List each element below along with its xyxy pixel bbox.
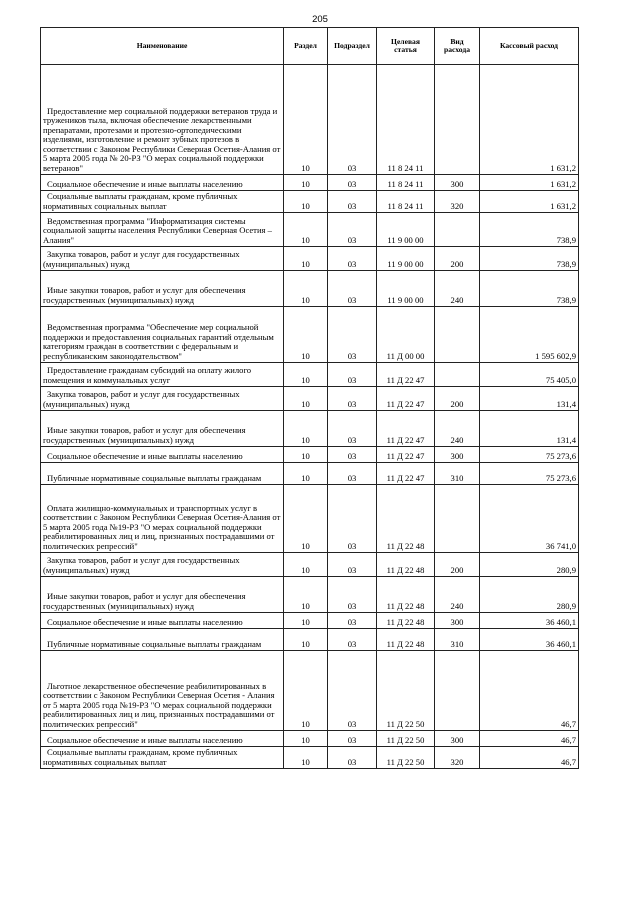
cell-section: 10 bbox=[284, 247, 328, 271]
cell-target: 11 9 00 00 bbox=[377, 271, 435, 307]
cell-subsection: 03 bbox=[328, 307, 377, 363]
cell-name: Иные закупки товаров, работ и услуг для обеспечения государственных (муниципальных) нужд bbox=[41, 411, 284, 447]
cell-target: 11 8 24 11 bbox=[377, 175, 435, 191]
cell-section: 10 bbox=[284, 463, 328, 485]
cell-target: 11 Д 22 47 bbox=[377, 447, 435, 463]
cell-section: 10 bbox=[284, 747, 328, 769]
cell-subsection: 03 bbox=[328, 175, 377, 191]
header-target: Целевая статья bbox=[377, 28, 435, 65]
cell-amount: 738,9 bbox=[480, 213, 579, 247]
cell-target: 11 Д 22 47 bbox=[377, 363, 435, 387]
cell-name: Публичные нормативные социальные выплаты гражданам bbox=[41, 629, 284, 651]
cell-subsection: 03 bbox=[328, 411, 377, 447]
table-row bbox=[41, 485, 579, 553]
cell-section: 10 bbox=[284, 213, 328, 247]
cell-type: 200 bbox=[435, 553, 480, 577]
cell-name: Предоставление гражданам субсидий на оплату жилого помещения и коммунальных услуг bbox=[41, 363, 284, 387]
header-amount: Кассовый расход bbox=[480, 28, 579, 65]
cell-target: 11 8 24 11 bbox=[377, 65, 435, 175]
cell-type: 300 bbox=[435, 447, 480, 463]
cell-type: 320 bbox=[435, 191, 480, 213]
cell-type bbox=[435, 307, 480, 363]
cell-target: 11 Д 00 00 bbox=[377, 307, 435, 363]
cell-section: 10 bbox=[284, 553, 328, 577]
cell-amount: 280,9 bbox=[480, 553, 579, 577]
cell-name: Социальное обеспечение и иные выплаты населению bbox=[41, 447, 284, 463]
cell-subsection: 03 bbox=[328, 731, 377, 747]
cell-subsection: 03 bbox=[328, 613, 377, 629]
cell-target: 11 Д 22 50 bbox=[377, 651, 435, 731]
table-row bbox=[41, 629, 579, 651]
cell-target: 11 Д 22 48 bbox=[377, 553, 435, 577]
cell-target: 11 Д 22 48 bbox=[377, 629, 435, 651]
cell-section: 10 bbox=[284, 65, 328, 175]
page-number: 205 bbox=[312, 14, 328, 25]
cell-section: 10 bbox=[284, 411, 328, 447]
table-row bbox=[41, 191, 579, 213]
cell-amount: 1 595 602,9 bbox=[480, 307, 579, 363]
table-row bbox=[41, 651, 579, 731]
cell-subsection: 03 bbox=[328, 447, 377, 463]
cell-subsection: 03 bbox=[328, 271, 377, 307]
cell-section: 10 bbox=[284, 485, 328, 553]
cell-amount: 738,9 bbox=[480, 247, 579, 271]
cell-name: Социальное обеспечение и иные выплаты населению bbox=[41, 731, 284, 747]
table-row bbox=[41, 387, 579, 411]
table-row bbox=[41, 411, 579, 447]
header-type: Вид расхода bbox=[435, 28, 480, 65]
cell-amount: 36 460,1 bbox=[480, 613, 579, 629]
table-row bbox=[41, 65, 579, 175]
cell-type bbox=[435, 65, 480, 175]
cell-section: 10 bbox=[284, 577, 328, 613]
cell-target: 11 Д 22 47 bbox=[377, 463, 435, 485]
cell-amount: 46,7 bbox=[480, 731, 579, 747]
cell-subsection: 03 bbox=[328, 247, 377, 271]
cell-target: 11 Д 22 47 bbox=[377, 387, 435, 411]
table-row bbox=[41, 613, 579, 629]
cell-name: Публичные нормативные социальные выплаты гражданам bbox=[41, 463, 284, 485]
cell-target: 11 Д 22 48 bbox=[377, 485, 435, 553]
cell-target: 11 9 00 00 bbox=[377, 247, 435, 271]
cell-subsection: 03 bbox=[328, 213, 377, 247]
cell-type bbox=[435, 213, 480, 247]
cell-section: 10 bbox=[284, 363, 328, 387]
cell-amount: 36 741,0 bbox=[480, 485, 579, 553]
cell-amount: 1 631,2 bbox=[480, 175, 579, 191]
cell-type: 310 bbox=[435, 629, 480, 651]
cell-target: 11 Д 22 50 bbox=[377, 747, 435, 769]
cell-section: 10 bbox=[284, 191, 328, 213]
cell-name: Ведомственная программа "Обеспечение мер социальной поддержки и предоставления социальных гарантий отдельным категориям граждан в соответствии с федеральным и республиканским законодательством" bbox=[41, 307, 284, 363]
cell-amount: 36 460,1 bbox=[480, 629, 579, 651]
cell-type bbox=[435, 363, 480, 387]
table-row bbox=[41, 747, 579, 769]
cell-subsection: 03 bbox=[328, 191, 377, 213]
cell-amount: 46,7 bbox=[480, 651, 579, 731]
cell-name: Социальное обеспечение и иные выплаты населению bbox=[41, 175, 284, 191]
cell-type: 300 bbox=[435, 613, 480, 629]
cell-target: 11 9 00 00 bbox=[377, 213, 435, 247]
cell-name: Ведомственная программа "Информатизация системы социальной защиты населения Республики Северная Осетия – Алания" bbox=[41, 213, 284, 247]
table-row bbox=[41, 271, 579, 307]
cell-name: Предоставление мер социальной поддержки ветеранов труда и тружеников тыла, включая обеспечение лекарственными препаратами, протезами и протезно-ортопедическими изделиями, изготовление и ремонт зубных протезов в соответствии с Законом Республики Северная Осетия-Алания от 5 марта 2005 года № 20-РЗ "О мерах социальной поддержки ветеранов" bbox=[41, 65, 284, 175]
cell-name: Оплата жилищно-коммунальных и транспортных услуг в соответствии с Законом Республики Северная Осетия-Алания от 5 марта 2005 года №19-РЗ "О мерах социальной поддержки реабилитированных лиц и лиц, признанных пострадавшими от политических репрессий" bbox=[41, 485, 284, 553]
table-header-row bbox=[41, 28, 579, 65]
cell-amount: 1 631,2 bbox=[480, 191, 579, 213]
cell-section: 10 bbox=[284, 731, 328, 747]
cell-section: 10 bbox=[284, 307, 328, 363]
cell-type: 240 bbox=[435, 577, 480, 613]
cell-amount: 75 273,6 bbox=[480, 447, 579, 463]
cell-target: 11 8 24 11 bbox=[377, 191, 435, 213]
header-section: Раздел bbox=[284, 28, 328, 65]
budget-table bbox=[40, 27, 579, 769]
cell-type: 240 bbox=[435, 411, 480, 447]
cell-section: 10 bbox=[284, 387, 328, 411]
table-row bbox=[41, 175, 579, 191]
cell-section: 10 bbox=[284, 613, 328, 629]
table-row bbox=[41, 307, 579, 363]
cell-type: 320 bbox=[435, 747, 480, 769]
cell-type: 300 bbox=[435, 175, 480, 191]
table-row bbox=[41, 463, 579, 485]
cell-name: Иные закупки товаров, работ и услуг для обеспечения государственных (муниципальных) нужд bbox=[41, 271, 284, 307]
cell-type bbox=[435, 651, 480, 731]
cell-subsection: 03 bbox=[328, 629, 377, 651]
cell-section: 10 bbox=[284, 651, 328, 731]
cell-name: Закупка товаров, работ и услуг для государственных (муниципальных) нужд bbox=[41, 247, 284, 271]
cell-section: 10 bbox=[284, 629, 328, 651]
cell-type: 200 bbox=[435, 387, 480, 411]
cell-target: 11 Д 22 47 bbox=[377, 411, 435, 447]
cell-amount: 75 405,0 bbox=[480, 363, 579, 387]
cell-amount: 131,4 bbox=[480, 411, 579, 447]
cell-amount: 75 273,6 bbox=[480, 463, 579, 485]
cell-target: 11 Д 22 50 bbox=[377, 731, 435, 747]
cell-name: Закупка товаров, работ и услуг для государственных (муниципальных) нужд bbox=[41, 387, 284, 411]
table-row bbox=[41, 213, 579, 247]
table-row bbox=[41, 577, 579, 613]
cell-amount: 131,4 bbox=[480, 387, 579, 411]
cell-section: 10 bbox=[284, 447, 328, 463]
cell-section: 10 bbox=[284, 271, 328, 307]
cell-name: Иные закупки товаров, работ и услуг для обеспечения государственных (муниципальных) нужд bbox=[41, 577, 284, 613]
header-subsection: Подраздел bbox=[328, 28, 377, 65]
cell-name: Закупка товаров, работ и услуг для государственных (муниципальных) нужд bbox=[41, 553, 284, 577]
cell-target: 11 Д 22 48 bbox=[377, 613, 435, 629]
table-row bbox=[41, 553, 579, 577]
cell-subsection: 03 bbox=[328, 747, 377, 769]
cell-section: 10 bbox=[284, 175, 328, 191]
cell-subsection: 03 bbox=[328, 553, 377, 577]
cell-subsection: 03 bbox=[328, 65, 377, 175]
cell-amount: 280,9 bbox=[480, 577, 579, 613]
cell-name: Социальные выплаты гражданам, кроме публичных нормативных социальных выплат bbox=[41, 191, 284, 213]
cell-subsection: 03 bbox=[328, 577, 377, 613]
cell-subsection: 03 bbox=[328, 363, 377, 387]
cell-subsection: 03 bbox=[328, 651, 377, 731]
cell-name: Социальное обеспечение и иные выплаты населению bbox=[41, 613, 284, 629]
cell-amount: 46,7 bbox=[480, 747, 579, 769]
cell-amount: 1 631,2 bbox=[480, 65, 579, 175]
table-row bbox=[41, 447, 579, 463]
table-row bbox=[41, 731, 579, 747]
cell-type bbox=[435, 485, 480, 553]
cell-subsection: 03 bbox=[328, 485, 377, 553]
cell-type: 240 bbox=[435, 271, 480, 307]
cell-type: 310 bbox=[435, 463, 480, 485]
header-name: Наименование bbox=[41, 28, 284, 65]
table-row bbox=[41, 247, 579, 271]
cell-subsection: 03 bbox=[328, 387, 377, 411]
cell-type: 200 bbox=[435, 247, 480, 271]
table-row bbox=[41, 363, 579, 387]
cell-name: Социальные выплаты гражданам, кроме публичных нормативных социальных выплат bbox=[41, 747, 284, 769]
cell-amount: 738,9 bbox=[480, 271, 579, 307]
cell-type: 300 bbox=[435, 731, 480, 747]
cell-target: 11 Д 22 48 bbox=[377, 577, 435, 613]
cell-name: Льготное лекарственное обеспечение реабилитированных в соответствии с Законом Республики Северная Осетия - Алания от 5 марта 2005 года №19-РЗ "О мерах социальной поддержки реабилитированных лиц и лиц, признанных пострадавшими от политических репрессий" bbox=[41, 651, 284, 731]
cell-subsection: 03 bbox=[328, 463, 377, 485]
